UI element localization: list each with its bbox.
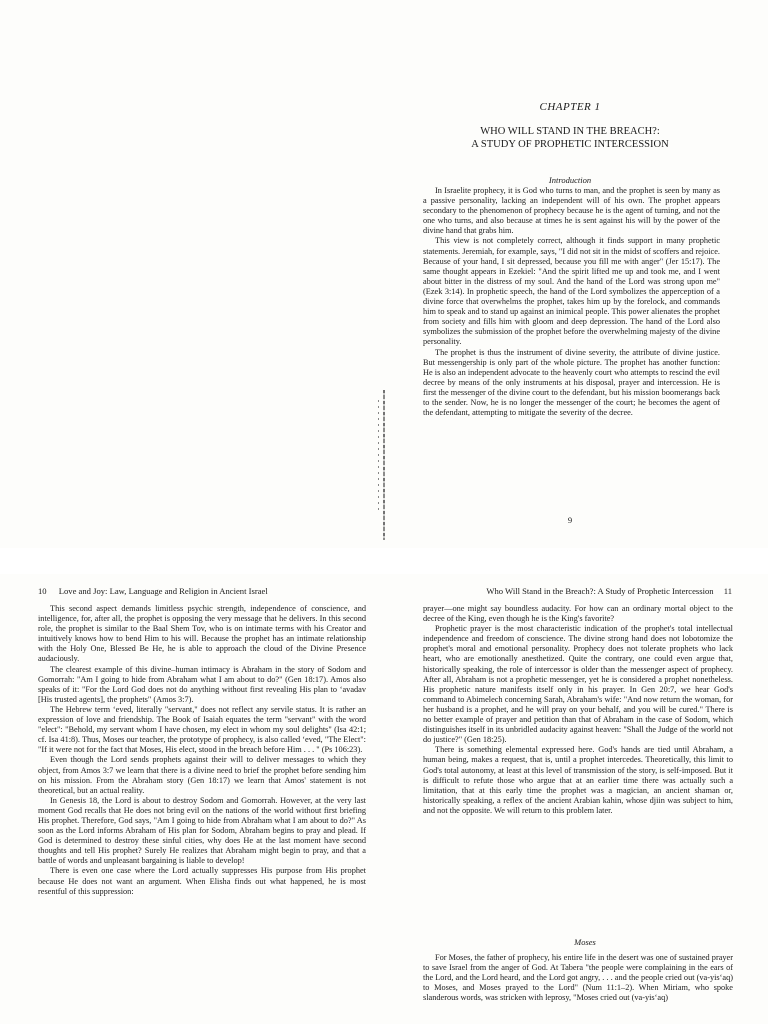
left-page-body	[38, 604, 366, 1024]
paragraph: The clearest example of this divine–human intimacy is Abraham in the story of Sodom and Gomorrah: "Am I going to hide from Abraham what I am about to do?" (Gen 18:17). Amos also speaks of it: "For the Lord God does not do anything without first revealing His plan to ‘avadav [His trusted agents], the prophets" (Amos 3:7).	[38, 664, 366, 704]
paragraph: Even though the Lord sends prophets against their will to deliver messages to which they object, from Amos 3:7 we learn that there is a divine need to brief the prophet before sending him on his mission. From the Abraham story (Gen 18:17) we learn that Amos' statement is not theoretical, but an actual reality.	[38, 755, 366, 795]
paragraph: The Hebrew term ‘eved, literally "servant," does not reflect any servile status. It is rather an expression of love and friendship. The Book of Isaiah equates the term "servant" with the word "elect": "Behold, my servant whom I have chosen, my elect in whom my soul delights" (Isa 42:1; cf. Isa 41:8). Thus, Moses our teacher, the prototype of prophecy, is also called ‘eved, "The Elect": "If it were not for the fact that Moses, His elect, stood in the breach before Him . . . " (Ps 106:23).	[38, 704, 366, 755]
paragraph: prayer—one might say boundless audacity. For how can an ordinary mortal object to the decree of the King, even though he is the King's favorite?	[423, 604, 733, 624]
chapter-title-line1: WHO WILL STAND IN THE BREACH?:	[480, 126, 660, 137]
left-running-title: Love and Joy: Law, Language and Religion in Ancient Israel	[58, 586, 268, 596]
page-number-10: 10	[38, 586, 47, 596]
binding-mark	[378, 400, 379, 510]
paragraph: In Genesis 18, the Lord is about to destroy Sodom and Gomorrah. However, at the very last moment God recalls that He does not bring evil on the nations of the world without first briefing His prophet. Therefore, God says, "Am I going to hide from Abraham what I am about to do?" As soon as the Lord informs Abraham of His plan for Sodom, Abraham begins to pray and plead. If God is determined to destroy these sinful cities, why does He at the last moment have second thoughts and tell His prophet? Surely He realizes that Abraham might begin to pray, and that a battle of words and unpleasant bargaining is liable to develop!	[38, 795, 366, 866]
left-running-head	[38, 586, 268, 596]
paragraph: For Moses, the father of prophecy, his entire life in the desert was one of sustained prayer to save Israel from the anger of God. At Tabera "the people were complaining in the ears of the Lord, and the Lord heard, and the Lord got angry, . . . and the people cried out (va-yis‘aq) to Moses, and Moses prayed to the Lord" (Num 11:1–2). When Miriam, who spoke slanderous words, was stricken with leprosy, "Moses cried out (va-yis‘aq)	[423, 953, 733, 1003]
right-page-body	[423, 604, 733, 934]
paragraph: There is even one case where the Lord actually suppresses His purpose from His prophet because He does not want an argument. When Elisha finds out what happened, he is most resentful of this suppression:	[38, 866, 366, 896]
page-number-11: 11	[723, 586, 732, 596]
paragraph: The prophet is thus the instrument of divine severity, the attribute of divine justice. But messengership is only part of the whole picture. The prophet has another function: He is also an independent advocate to the heavenly court who attempts to rescind the evil decree by means of the only instruments at his disposal, prayer and intercession. He is first the messenger of the divine court to the defendant, but his mission boomerangs back to the sender. Now, he is no longer the messenger of the court; he becomes the agent of the defendant, attempting to mitigate the severity of the decree.	[423, 347, 720, 418]
moses-heading: Moses	[574, 937, 596, 947]
paragraph: In Israelite prophecy, it is God who turns to man, and the prophet is seen by many as a passive personality, lacking an independent will of his own. The prophet appears secondary to the phenomenon of prophecy because he is the agent of turning, and not the one who turns, and also because at times he is sent against his will by the power of the divine hand that grabs him.	[423, 186, 720, 236]
paragraph: There is something elemental expressed here. God's hands are tied until Abraham, a human being, makes a request, that is, until a prophet intercedes. Theoretically, this limit to God's total autonomy, at least at this level of transmission of the story, is self-imposed. But it is difficult to refute those who argue that at an earlier time there was actually such a limitation, that at this early time the prophet was a magician, an ancient shaman or, historically speaking, a reflex of the ancient Arabian kahin, whose djiin was subject to him, and not the opposite. We will return to this problem later.	[423, 745, 733, 815]
chapter-title	[420, 125, 720, 151]
right-running-head	[430, 586, 732, 596]
intro-heading: Introduction	[548, 175, 592, 185]
binding-gutter	[374, 375, 394, 550]
moses-body	[423, 953, 733, 1024]
paragraph: Prophetic prayer is the most characteristic indication of the prophet's total intellectual independence and freedom of conscience. The divine strong hand does not lobotomize the prophet's moral and emotional personality. Prophecy does not tolerate prophets who lack heart, who are emotionally anesthetized. Quite the contrary, one could even argue that, historically speaking, the role of intercessor is older than the messenger aspect of prophecy. After all, Abraham is not a prophetic messenger, yet he is considered a prophet nonetheless. His prophetic nature manifests itself only in his prayer. In Gen 20:7, we hear God's command to Abimelech concerning Sarah, Abraham's wife: "And now return the woman, for her husband is a prophet, and he will pray on your behalf, and you will be cured." There is no better example of prayer and petition than that of Abraham in the case of Sodom, which distinguishes itself in its unbridled audacity against heaven: "Shall the Judge of the world not do justice?" (Gen 18:25).	[423, 624, 733, 745]
paragraph: This second aspect demands limitless psychic strength, independence of conscience, and intelligence, for, after all, the prophet is opposing the very message that he delivers. In this second role, the prophet is similar to the Baal Shem Tov, who is on intimate terms with his Creator and intuitively knows how to bend Him to his will. Because the prophet has an intimate relationship with the Holy One, Blessed Be He, he is able to approach the cloud of the Divine Presence audaciously.	[38, 604, 366, 664]
paragraph: This view is not completely correct, although it finds support in many prophetic statements. Jeremiah, for example, says, "I did not sit in the midst of scoffers and rejoice. Because of your hand, I sit depressed, because you fill me with anger" (Jer 15:17). The same thought appears in Ezekiel: "And the spirit lifted me up and took me, and I went about bitter in the distress of my soul. And the hand of the Lord was strong upon me" (Ezek 3:14). In prophetic speech, the hand of the Lord symbolizes the apperception of a divine force that overwhelms the prophet, takes him up by the forelock, and commands him to speak and to stand up against an inimical people. This power alienates the prophet from society and fills him with gloom and deep depression. The hand of the Lord also symbolizes the submission of the prophet before the overwhelming majesty of the divine personality.	[423, 236, 720, 347]
chapter-title-line2: A STUDY OF PROPHETIC INTERCESSION	[471, 139, 669, 150]
binding-mark	[383, 390, 385, 540]
right-running-title: Who Will Stand in the Breach?: A Study of Prophetic Intercession	[486, 586, 714, 596]
page-number-9: 9	[567, 515, 573, 525]
intro-body	[423, 186, 720, 516]
chapter-label: CHAPTER 1	[539, 101, 601, 113]
